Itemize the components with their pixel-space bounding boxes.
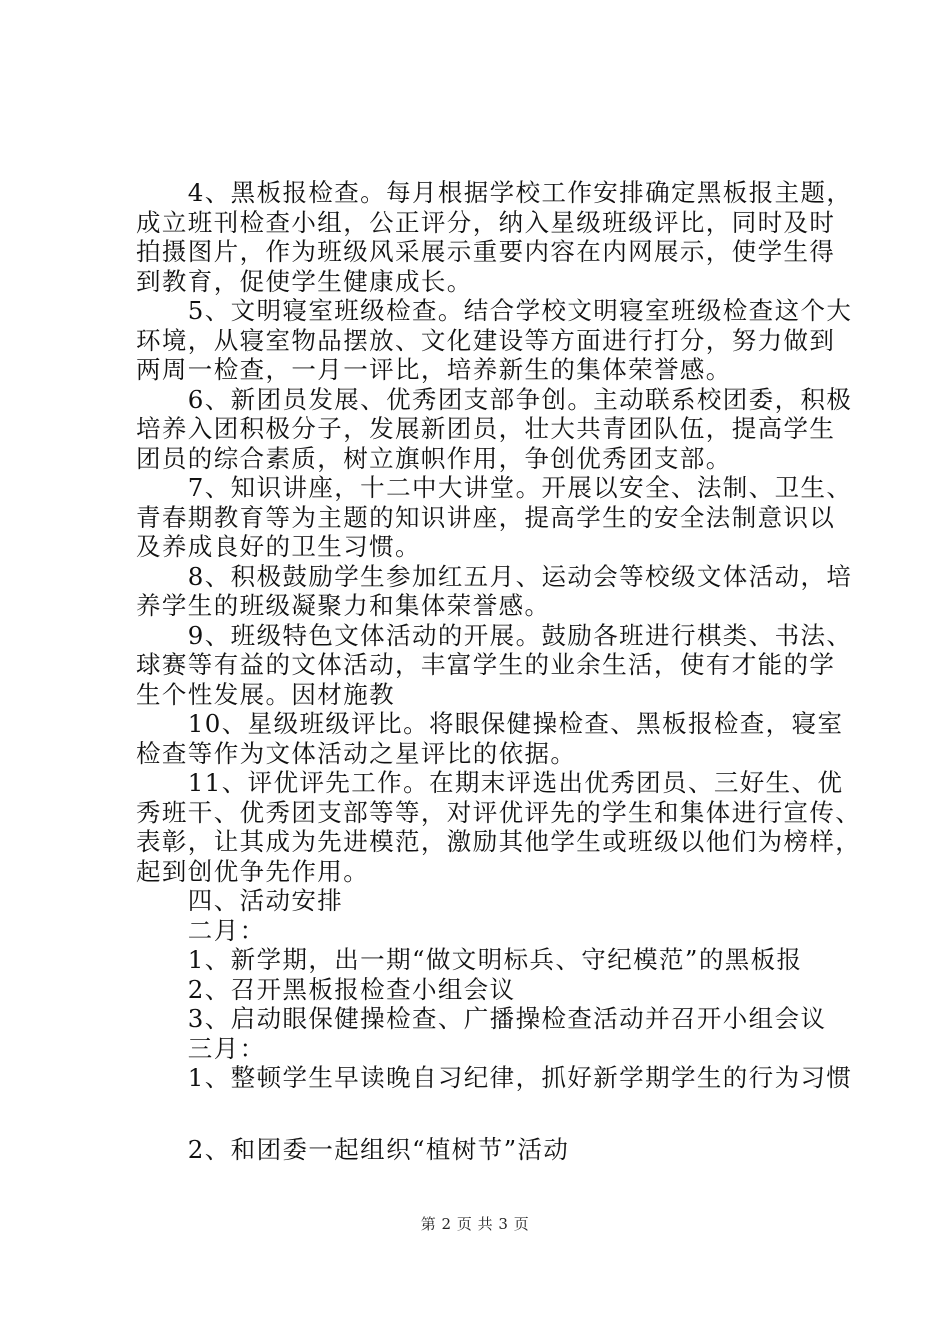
paragraph-line: 环境，从寝室物品摆放、文化建设等方面进行打分，努力做到 <box>136 325 836 355</box>
paragraph-line: 青春期教育等为主题的知识讲座，提高学生的安全法制意识以 <box>136 502 836 532</box>
paragraph-line: 10、星级班级评比。将眼保健操检查、黑板报检查，寝室 <box>136 709 844 738</box>
list-item: 2、和团委一起组织“植树节”活动 <box>136 1134 570 1164</box>
section-heading: 四、活动安排 <box>136 886 344 915</box>
list-item: 1、新学期，出一期“做文明标兵、守纪模范”的黑板报 <box>136 945 803 974</box>
paragraph-line: 11、评优评先工作。在期末评选出优秀团员、三好生、优 <box>136 768 844 797</box>
paragraph-line: 养学生的班级凝聚力和集体荣誉感。 <box>136 591 551 620</box>
paragraph-line: 9、班级特色文体活动的开展。鼓励各班进行棋类、书法、 <box>136 620 853 650</box>
list-item: 1、整顿学生早读晚自习纪律，抓好新学期学生的行为习惯 <box>136 1063 853 1092</box>
page-footer: 第 2 页 共 3 页 <box>420 1215 530 1233</box>
paragraph-line: 拍摄图片，作为班级风采展示重要内容在内网展示，使学生得 <box>136 237 836 266</box>
paragraph-line: 及养成良好的卫生习惯。 <box>136 532 421 561</box>
paragraph-line: 7、知识讲座，十二中大讲堂。开展以安全、法制、卫生、 <box>136 473 853 502</box>
paragraph-line: 团员的综合素质，树立旗帜作用，争创优秀团支部。 <box>136 443 732 473</box>
paragraph-line: 成立班刊检查小组，公正评分，纳入星级班级评比，同时及时 <box>136 207 836 237</box>
paragraph-line: 培养入团积极分子，发展新团员，壮大共青团队伍，提高学生 <box>136 414 836 443</box>
paragraph-line: 起到创优争先作用。 <box>136 856 370 886</box>
paragraph-line: 表彰，让其成为先进模范，激励其他学生或班级以他们为榜样， <box>136 827 862 856</box>
month-heading: 三月： <box>136 1033 266 1063</box>
paragraph-line: 4、黑板报检查。每月根据学校工作安排确定黑板报主题， <box>136 178 853 207</box>
paragraph-line: 到教育，促使学生健康成长。 <box>136 266 473 296</box>
blank-line <box>136 1093 836 1135</box>
list-item: 3、启动眼保健操检查、广播操检查活动并召开小组会议 <box>136 1004 827 1033</box>
paragraph-line: 8、积极鼓励学生参加红五月、运动会等校级文体活动，培 <box>136 561 853 591</box>
paragraph-line: 6、新团员发展、优秀团支部争创。主动联系校团委，积极 <box>136 384 853 414</box>
paragraph-line: 5、文明寝室班级检查。结合学校文明寝室班级检查这个大 <box>136 296 853 325</box>
month-heading: 二月： <box>136 915 266 945</box>
paragraph-line: 生个性发展。因材施教 <box>136 679 395 709</box>
paragraph-line: 检查等作为文体活动之星评比的依据。 <box>136 738 577 768</box>
paragraph-line: 两周一检查，一月一评比，培养新生的集体荣誉感。 <box>136 355 732 384</box>
paragraph-line: 秀班干、优秀团支部等等，对评优评先的学生和集体进行宣传、 <box>136 797 862 827</box>
document-body <box>136 178 862 1164</box>
list-item: 2、召开黑板报检查小组会议 <box>136 974 516 1004</box>
paragraph-line: 球赛等有益的文体活动，丰富学生的业余生活，使有才能的学 <box>136 650 836 679</box>
